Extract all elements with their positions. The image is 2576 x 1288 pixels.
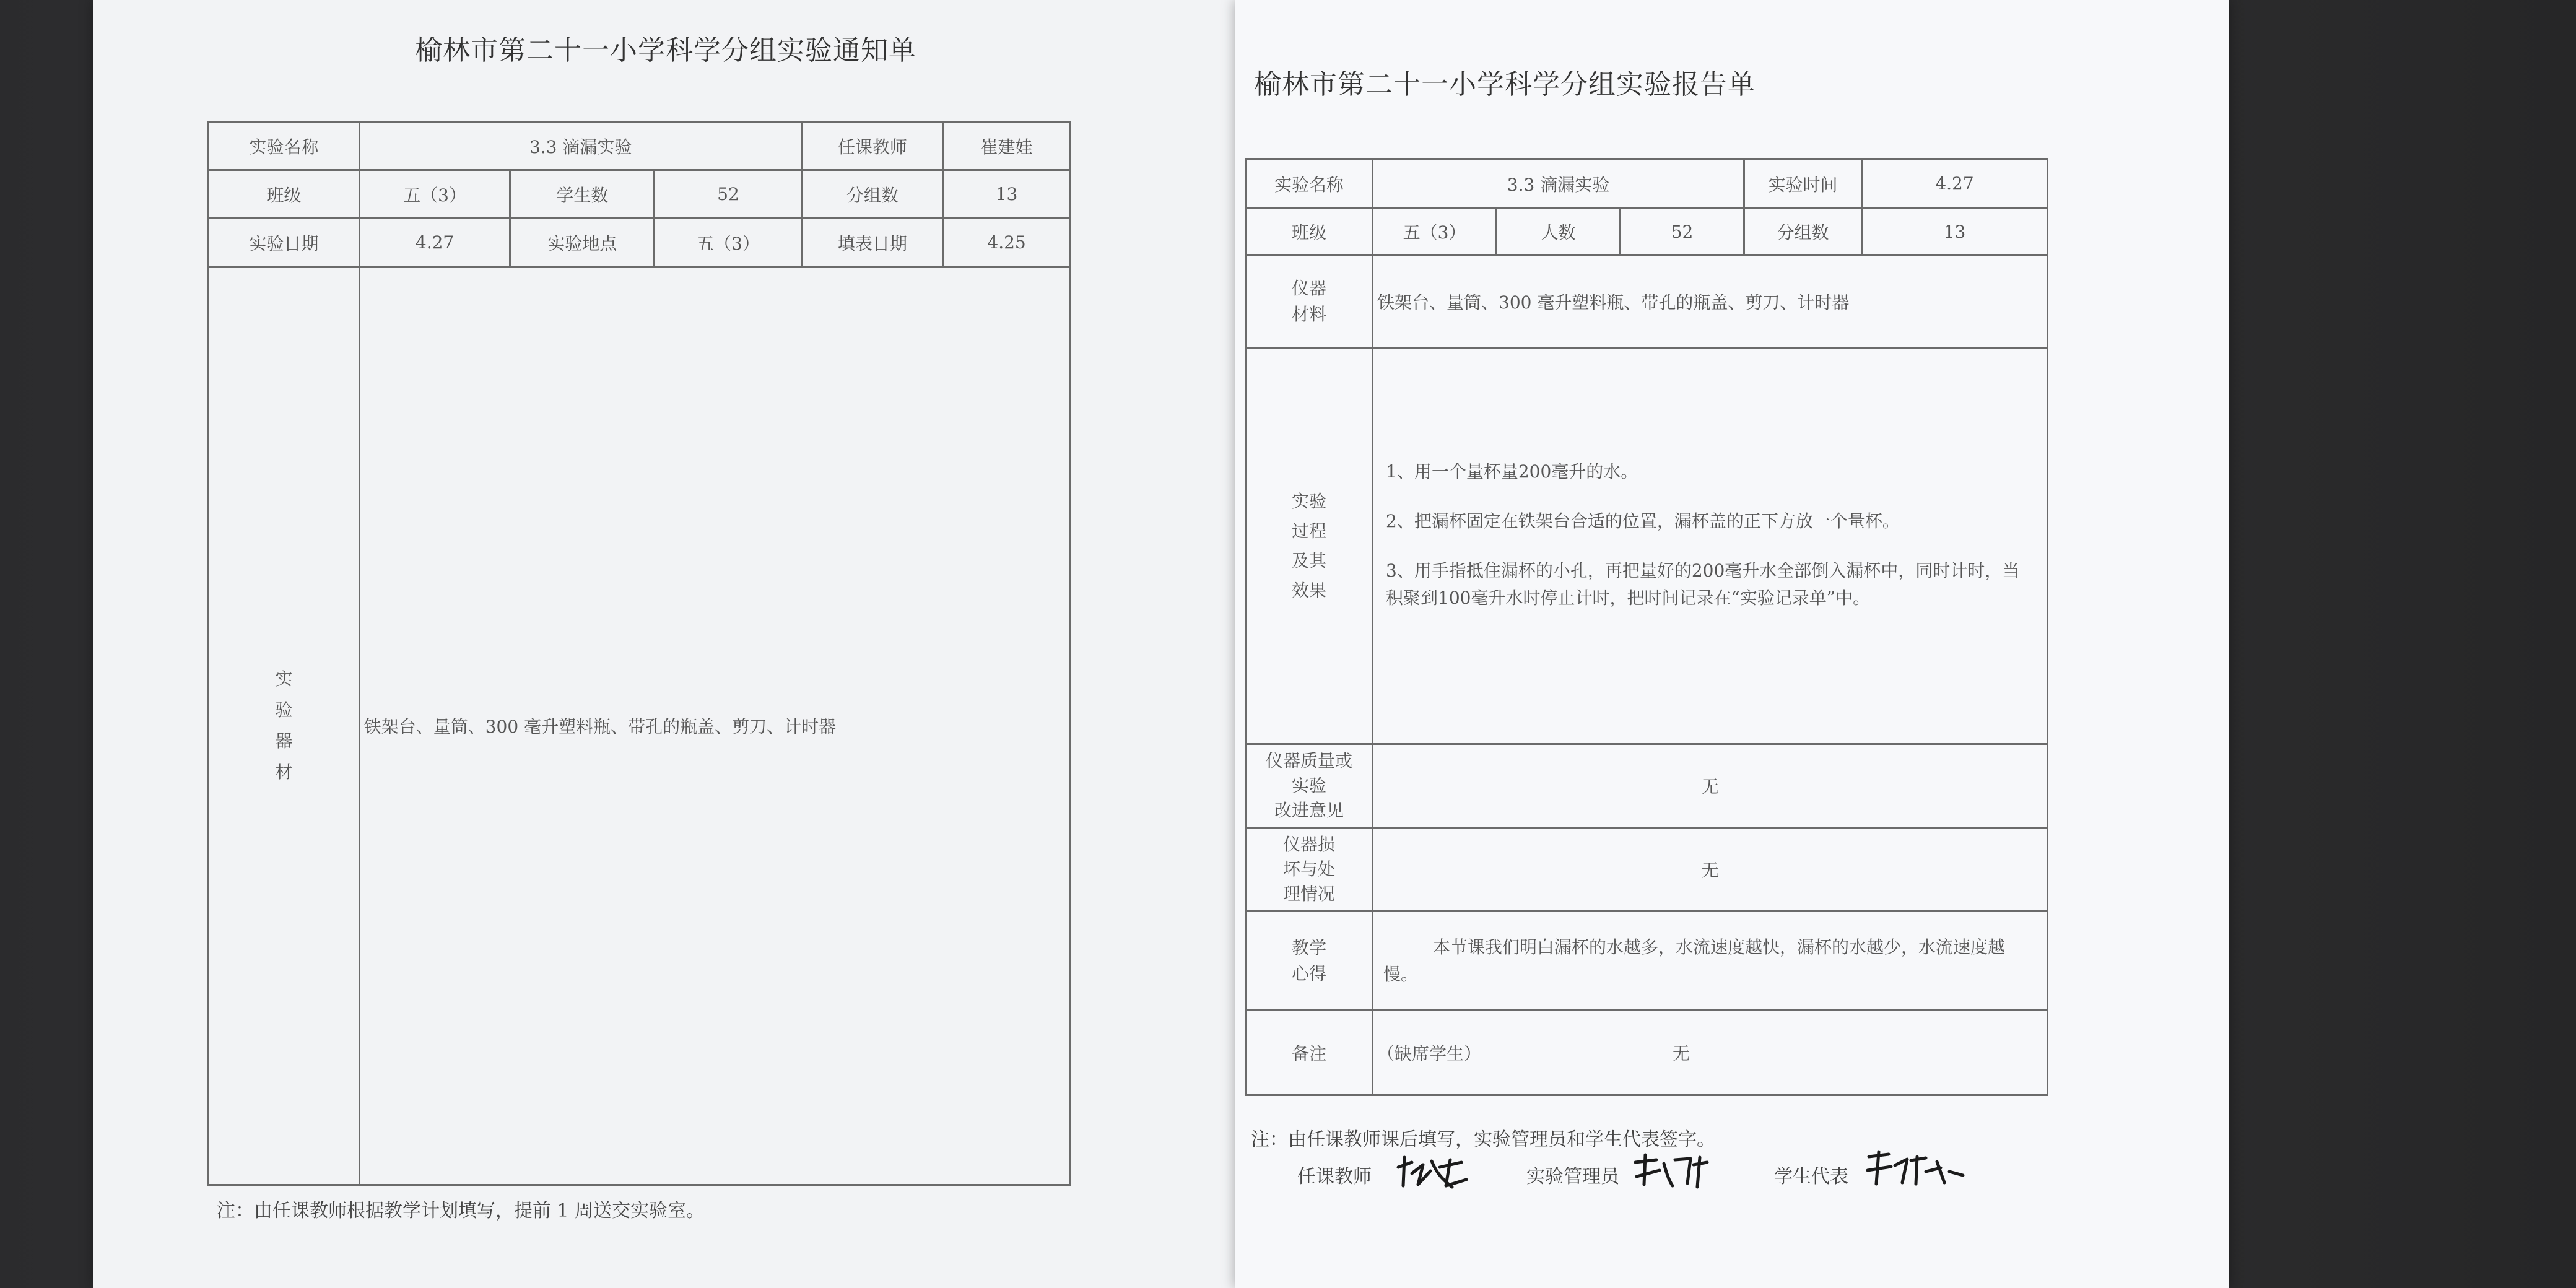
label-student-count: 学生数 xyxy=(510,170,655,219)
label-reflection: 教学 心得 xyxy=(1246,912,1373,1011)
label-fill-date: 填表日期 xyxy=(802,219,942,267)
teacher-signature xyxy=(1393,1149,1474,1192)
process-step: 2、把漏杯固定在铁架台合适的位置，漏杯盖的正下方放一个量杯。 xyxy=(1386,510,1900,531)
label-experiment-date: 实验日期 xyxy=(209,219,360,267)
value-experiment-time: 4.27 xyxy=(1862,159,2048,209)
label-materials: 实 验 器 材 xyxy=(209,267,360,1185)
value-location: 五（3） xyxy=(655,219,802,267)
label-group-count: 分组数 xyxy=(1744,209,1862,255)
value-process xyxy=(1373,348,2048,744)
notice-title: 榆林市第二十一小学科学分组实验通知单 xyxy=(415,35,916,66)
notice-footnote: 注：由任课教师根据教学计划填写，提前 1 周送交实验室。 xyxy=(217,1200,705,1222)
value-class: 五（3） xyxy=(1373,209,1497,255)
label-group-count: 分组数 xyxy=(802,170,942,219)
label-people-count: 人数 xyxy=(1497,209,1621,255)
label-teacher: 任课教师 xyxy=(802,122,942,170)
label-remarks: 备注 xyxy=(1246,1011,1373,1095)
value-remarks xyxy=(1373,1011,2048,1095)
label-damage: 仪器损 坏与处 理情况 xyxy=(1246,828,1373,912)
value-teacher: 崔建娃 xyxy=(943,122,1071,170)
report-footnote: 注：由任课教师课后填写，实验管理员和学生代表签字。 xyxy=(1251,1129,1715,1151)
absent-value: 无 xyxy=(1672,1043,1690,1064)
student-signature xyxy=(1864,1147,1969,1190)
label-process: 实验 过程 及其 效果 xyxy=(1246,348,1373,744)
label-experiment-time: 实验时间 xyxy=(1744,159,1862,209)
report-sheet xyxy=(1235,0,2229,1288)
signature-admin-label: 实验管理员 xyxy=(1526,1166,1619,1188)
signature-teacher-label: 任课教师 xyxy=(1297,1166,1372,1188)
notice-sheet xyxy=(93,0,1242,1288)
value-group-count: 13 xyxy=(943,170,1071,219)
admin-signature xyxy=(1632,1149,1712,1192)
report-table xyxy=(1245,158,2048,1096)
value-quality: 无 xyxy=(1373,744,2048,828)
label-experiment-name: 实验名称 xyxy=(1246,159,1373,209)
value-class: 五（3） xyxy=(359,170,510,219)
value-people-count: 52 xyxy=(1621,209,1744,255)
signature-student-label: 学生代表 xyxy=(1774,1166,1848,1188)
label-experiment-name: 实验名称 xyxy=(209,122,360,170)
absent-label: （缺席学生） xyxy=(1377,1043,1482,1064)
label-materials: 仪器 材料 xyxy=(1246,255,1373,348)
process-step: 3、用手指抵住漏杯的小孔，再把量好的200毫升水全部倒入漏杯中，同时计时，当积聚到100毫升水时停止计时，把时间记录在“实验记录单”中。 xyxy=(1386,560,2020,608)
report-title: 榆林市第二十一小学科学分组实验报告单 xyxy=(1254,69,1756,100)
label-class: 班级 xyxy=(1246,209,1373,255)
process-step: 1、用一个量杯量200毫升的水。 xyxy=(1386,461,1638,482)
label-quality: 仪器质量或 实验 改进意见 xyxy=(1246,744,1373,828)
value-reflection: 本节课我们明白漏杯的水越多，水流速度越快，漏杯的水越少，水流速度越慢。 xyxy=(1373,912,2048,1011)
value-experiment-name: 3.3 滴漏实验 xyxy=(359,122,802,170)
label-location: 实验地点 xyxy=(510,219,655,267)
value-group-count: 13 xyxy=(1862,209,2048,255)
label-class: 班级 xyxy=(209,170,360,219)
value-materials: 铁架台、量筒、300 毫升塑料瓶、带孔的瓶盖、剪刀、计时器 xyxy=(359,267,1070,1185)
value-damage: 无 xyxy=(1373,828,2048,912)
value-experiment-name: 3.3 滴漏实验 xyxy=(1373,159,1744,209)
value-student-count: 52 xyxy=(655,170,802,219)
value-materials: 铁架台、量筒、300 毫升塑料瓶、带孔的瓶盖、剪刀、计时器 xyxy=(1373,255,2048,348)
value-experiment-date: 4.27 xyxy=(359,219,510,267)
value-fill-date: 4.25 xyxy=(943,219,1071,267)
notice-table xyxy=(207,121,1071,1186)
